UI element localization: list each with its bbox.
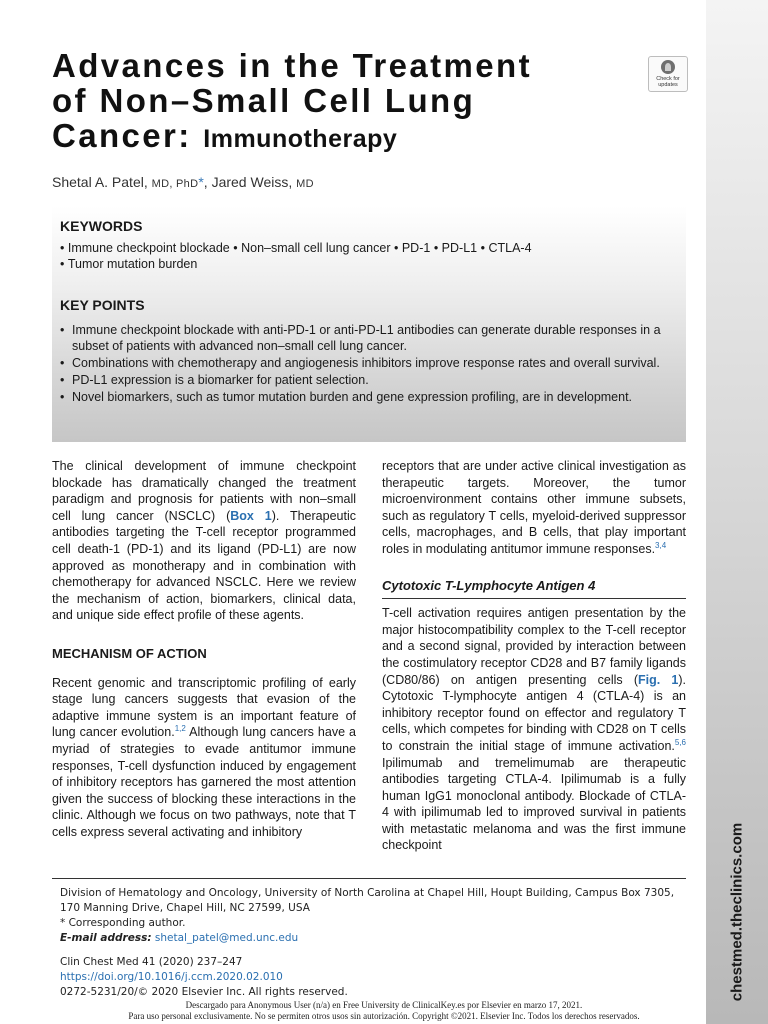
keyword-item: • CTLA-4	[481, 241, 532, 255]
check-for-updates-badge[interactable]	[648, 56, 688, 92]
box-1-link[interactable]: Box 1	[230, 508, 272, 523]
doi-link[interactable]: https://doi.org/10.1016/j.ccm.2020.02.010	[60, 971, 283, 983]
continued-text: receptors that are under active clinical investigation as therapeutic targets. Moreover, the tumor microenvironment contains other immune subsets, such as regulatory T cells, myeloid-derived suppressor cells, macrophages, and B cells, that play important roles in modulating antitumor immune responses.	[382, 459, 686, 556]
footer-divider	[52, 878, 686, 879]
key-point-item: • Immune checkpoint blockade with anti-PD-1 or anti-PD-L1 antibodies can generate durable responses in a subset of patients with advanced non–small cell lung cancer.	[60, 322, 678, 354]
body-left-column	[52, 458, 356, 840]
title-line-1: Advances in the Treatment	[52, 47, 532, 84]
article-title	[52, 48, 612, 157]
key-points-list	[60, 322, 678, 406]
reference-link[interactable]: 1,2	[174, 724, 186, 734]
keyword-item: • Immune checkpoint blockade	[60, 241, 230, 255]
author-1-degrees: MD, PhD	[151, 178, 199, 190]
copyright-line: 0272-5231/20/© 2020 Elsevier Inc. All rights reserved.	[60, 986, 348, 998]
title-subtitle: Immunotherapy	[203, 125, 398, 153]
journal-url-vertical[interactable]: chestmed.theclinics.com	[728, 822, 746, 1002]
key-point-item: • PD-L1 expression is a biomarker for patient selection.	[60, 372, 678, 388]
intro-text-a: The clinical development of immune checkpoint blockade has dramatically changed the treatment paradigm and prognosis for patients with non–small cell lung cancer (NSCLC) (	[52, 459, 356, 523]
crossmark-label: Check for updates	[656, 76, 680, 88]
keywords-list	[60, 240, 670, 272]
mechanism-text-b: Although lung cancers have a myriad of strategies to evade antitumor immune responses, T-cell dysfunction induced by engagement of inhibitory receptors has garnered the most attention given the success of blocking these interactions in the clinic. Although we focus on two pathways, note that T cells express several activating and inhibitory	[52, 725, 356, 839]
body-right-column	[382, 458, 686, 854]
mechanism-text-a: Recent genomic and transcriptomic profiling of early stage lung cancers suggests that evasion of the adaptive immune system is an important feature of lung cancer evolution.	[52, 675, 356, 740]
article-title-block	[52, 48, 612, 157]
mechanism-paragraph	[52, 675, 356, 841]
continued-paragraph	[382, 458, 686, 558]
author-2-name: , Jared Weiss,	[203, 174, 293, 190]
article-footer	[60, 886, 690, 1000]
corresponding-author-mark[interactable]: *	[198, 174, 204, 190]
author-line	[52, 174, 314, 190]
intro-text-b: ). Therapeutic antibodies targeting the T-cell receptor programmed cell death-1 (PD-1) and its ligand (PD-L1) are now approved as monotherapy and in combination with chemotherapy for advanced NSCLC. Here we review the mechanism of action, biomarkers, clinical data, and unique side effect profile of these agents.	[52, 508, 356, 623]
key-point-item: • Novel biomarkers, such as tumor mutation burden and gene expression profiling, are in development.	[60, 389, 678, 405]
reference-link[interactable]: 5,6	[674, 737, 686, 747]
email-label: E-mail address:	[60, 932, 152, 944]
affiliation: Division of Hematology and Oncology, University of North Carolina at Chapel Hill, Houpt Building, Campus Box 7305, 170 Manning Drive, Chapel Hill, NC 27599, USA	[60, 887, 675, 914]
keywords-keypoints-box	[52, 206, 686, 442]
intro-paragraph	[52, 458, 356, 624]
keywords-heading: KEYWORDS	[60, 218, 143, 234]
ctla4-heading: Cytotoxic T-Lymphocyte Antigen 4	[382, 578, 686, 600]
ctla4-text-b: ). Cytotoxic T-lymphocyte antigen 4 (CTLA-4) is an inhibitory receptor found on effector and regulatory T cells, which competes for binding with CD28 on T cells to constrain the initial stage of immune activation.	[382, 672, 686, 753]
keyword-item: • Tumor mutation burden	[60, 257, 197, 271]
crossmark-icon	[661, 60, 675, 74]
mechanism-heading: MECHANISM OF ACTION	[52, 645, 207, 661]
journal-citation: Clin Chest Med 41 (2020) 237–247	[60, 956, 243, 968]
reference-link[interactable]: 3,4	[655, 540, 667, 550]
keyword-item: • PD-1	[394, 241, 430, 255]
author-1-name: Shetal A. Patel,	[52, 174, 148, 190]
title-line-3: Cancer:	[52, 117, 192, 154]
download-notice	[0, 1000, 768, 1022]
author-2-degrees: MD	[296, 178, 314, 190]
key-point-item: • Combinations with chemotherapy and angiogenesis inhibitors improve response rates and overall survival.	[60, 355, 678, 371]
ctla4-text-a: T-cell activation requires antigen presentation by the major histocompatibility complex to the T-cell receptor and a second signal, provided by interaction between the costimulatory receptor CD28 and B7 family ligands (CD80/86) on antigen presenting cells (	[382, 606, 686, 687]
ctla4-text-c: Ipilimumab and tremelimumab are therapeutic antibodies targeting CTLA-4. Ipilimumab is a fully human IgG1 monoclonal antibody. Blockade of CTLA-4 with ipilimumab led to improved survival in patients with metastatic melanoma and was the first immune checkpoint	[382, 755, 686, 853]
key-points-heading: KEY POINTS	[60, 297, 145, 313]
keyword-item: • Non–small cell lung cancer	[233, 241, 390, 255]
title-line-2: of Non–Small Cell Lung	[52, 82, 476, 119]
download-notice-line-1: Descargado para Anonymous User (n/a) en Free University de ClinicalKey.es por Elsevier en marzo 17, 2021.	[185, 1000, 583, 1010]
keyword-item: • PD-L1	[434, 241, 477, 255]
corresponding-author-note: * Corresponding author.	[60, 917, 186, 929]
email-line	[60, 931, 690, 946]
figure-1-link[interactable]: Fig. 1	[638, 672, 679, 687]
download-notice-line-2: Para uso personal exclusivamente. No se permiten otros usos sin autorización. Copyright ©2021. Elsevier Inc. Todos los derechos reservados.	[128, 1011, 640, 1021]
ctla4-paragraph	[382, 605, 686, 854]
email-link[interactable]: shetal_patel@med.unc.edu	[154, 932, 299, 944]
